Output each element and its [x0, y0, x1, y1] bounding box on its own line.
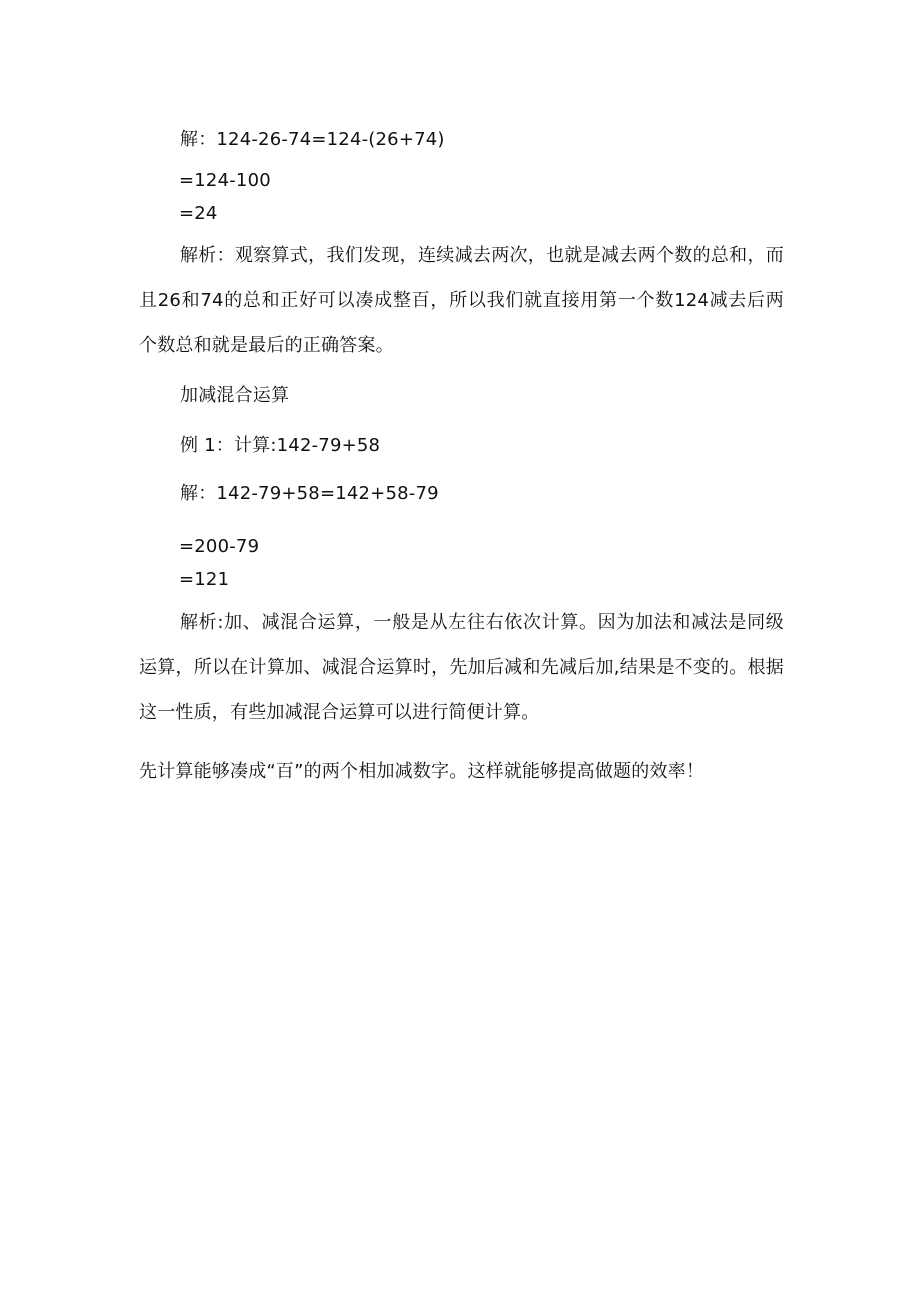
solution-line-1: 解：124-26-74=124-(26+74) — [180, 129, 445, 150]
example-title: 例 1：计算:142-79+58 — [180, 435, 381, 456]
solution-step-1: =124-100 — [179, 170, 271, 191]
analysis-paragraph-1: 解析：观察算式，我们发现，连续减去两次，也就是减去两个数的总和，而且26和74的总和正好可以凑成整百，所以我们就直接用第一个数124减去后两个数总和就是最后的正确答案。 — [139, 245, 784, 356]
solution-result-2: =121 — [179, 569, 230, 590]
solution-step-2: =200-79 — [179, 536, 260, 557]
closing-note: 先计算能够凑成“百”的两个相加减数字。这样就能够提高做题的效率！ — [139, 761, 705, 782]
solution-result-1: =24 — [179, 203, 218, 224]
analysis-paragraph-2: 解析:加、减混合运算，一般是从左往右依次计算。因为加法和减法是同级运算，所以在计算加、减混合运算时，先加后减和先减后加,结果是不变的。根据这一性质，有些加减混合运算可以进行简便计算。 — [139, 612, 784, 723]
solution-line-2: 解：142-79+58=142+58-79 — [180, 483, 439, 504]
section-heading: 加减混合运算 — [180, 385, 290, 406]
